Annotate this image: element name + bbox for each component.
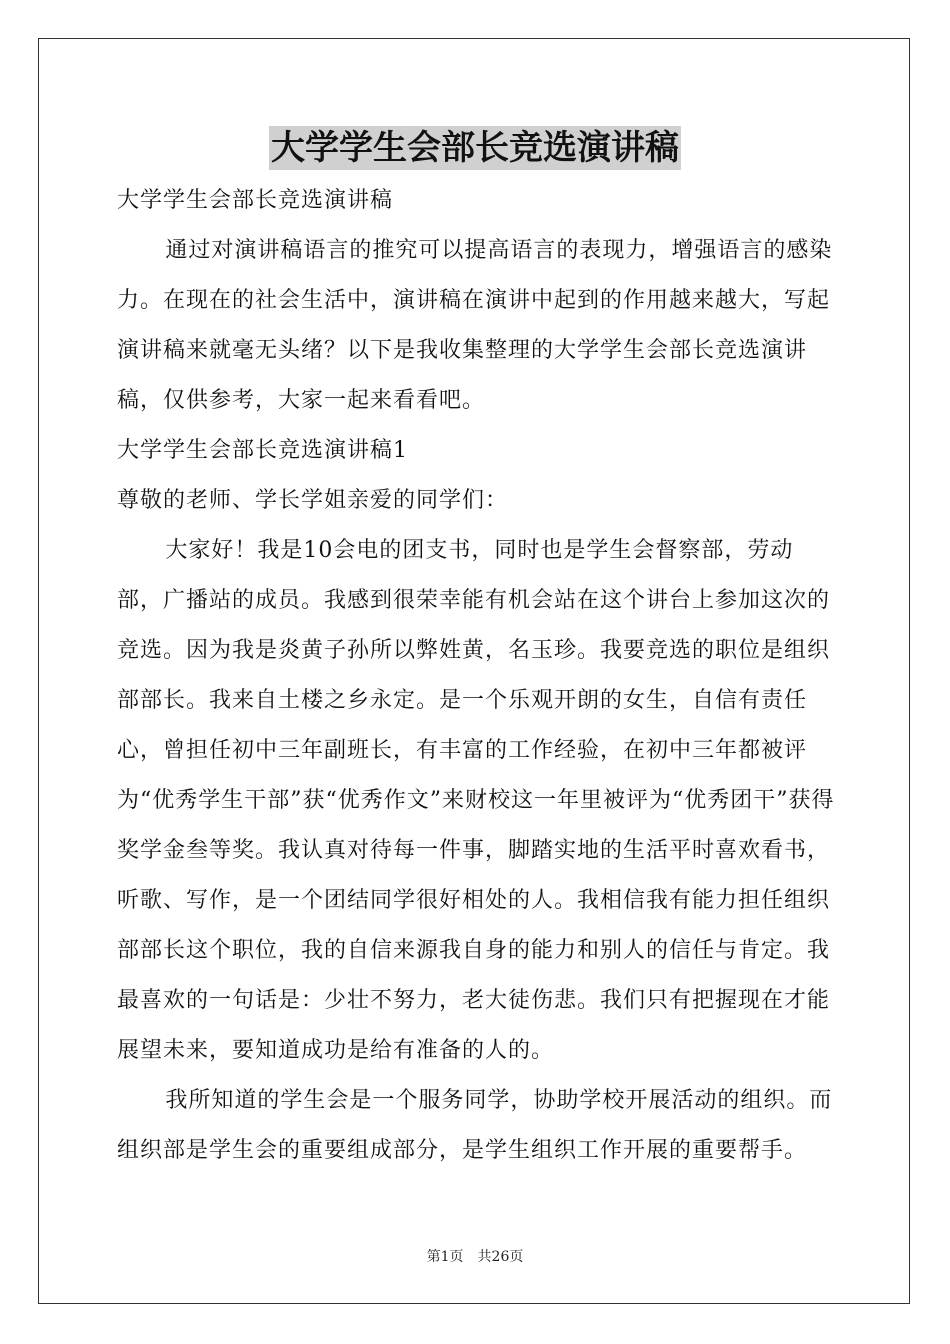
title-container bbox=[0, 126, 950, 170]
salutation: 尊敬的老师、学长学姐亲爱的同学们： bbox=[117, 488, 509, 513]
intro-paragraph: 通过对演讲稿语言的推究可以提高语言的表现力，增强语言的感染力。在现在的社会生活中，演讲稿在演讲中起到的作用越来越大，写起演讲稿来就毫无头绪？以下是我收集整理的大学学生会部长竞选演讲稿，仅供参考，大家一起来看看吧。 bbox=[117, 238, 833, 413]
section-heading: 大学学生会部长竞选演讲稿1 bbox=[117, 438, 408, 463]
document-title: 大学学生会部长竞选演讲稿 bbox=[271, 128, 679, 168]
subtitle-line: 大学学生会部长竞选演讲稿 bbox=[117, 188, 394, 213]
page-total: 共26页 bbox=[477, 1249, 524, 1265]
body-paragraph: 我所知道的学生会是一个服务同学，协助学校开展活动的组织。而组织部是学生会的重要组成部分，是学生组织工作开展的重要帮手。 bbox=[117, 1088, 833, 1163]
document-body bbox=[117, 176, 839, 1176]
page-number: 第1页 bbox=[426, 1249, 464, 1265]
body-paragraph: 大家好！我是10会电的团支书，同时也是学生会督察部，劳动部，广播站的成员。我感到很荣幸能有机会站在这个讲台上参加这次的竞选。因为我是炎黄子孙所以弊姓黄，名玉珍。我要竞选的职位是组织部部长。我来自土楼之乡永定。是一个乐观开朗的女生，自信有责任心，曾担任初中三年副班长，有丰富的工作经验，在初中三年都被评为“优秀学生干部”获“优秀作文”来财校这一年里被评为“优秀团干”获得奖学金叁等奖。我认真对待每一件事，脚踏实地的生活平时喜欢看书，听歌、写作，是一个团结同学很好相处的人。我相信我有能力担任组织部部长这个职位，我的自信来源我自身的能力和别人的信任与肯定。我最喜欢的一句话是：少壮不努力，老大徒伤悲。我们只有把握现在才能展望未来，要知道成功是给有准备的人的。 bbox=[117, 538, 835, 1063]
page-footer bbox=[0, 1246, 950, 1266]
